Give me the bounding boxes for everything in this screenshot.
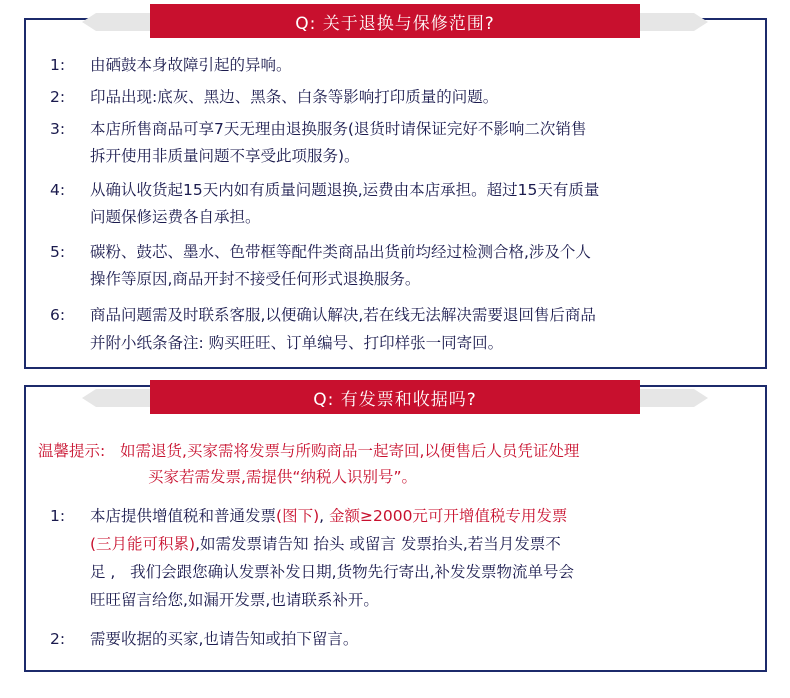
return-policy-banner [150,4,640,38]
item-text: 从确认收货起15天内如有质量问题退换,运费由本店承担。超过15天有质量 [90,181,600,199]
item-number: 1: [50,56,66,74]
item-text: 印品出现:底灰、黑边、黑条、白条等影响打印质量的问题。 [90,88,499,106]
text-part: ,如需发票请告知 抬头 或留言 发票抬头,若当月发票不 [195,535,561,553]
text-part-red: (三月能可积累) [90,535,196,553]
item-text: 拆开使用非质量问题不享受此项服务)。 [90,147,360,165]
tip-line-2 [148,464,417,491]
text-part: 本店提供增值税和普通发票 [90,507,277,525]
invoice-title: Q: 有发票和收据吗? [313,389,477,410]
item-text: 由硒鼓本身故障引起的异响。 [90,56,292,74]
item-number: 1: [50,507,66,525]
invoice-banner [150,380,640,414]
item-text: 旺旺留言给您,如漏开发票,也请联系补开。 [90,591,379,609]
item-text: 商品问题需及时联系客服,以便确认解决,若在线无法解决需要退回售后商品 [90,306,596,324]
return-policy-title: Q: 关于退换与保修范围? [295,13,495,34]
item-number: 4: [50,181,66,199]
item-number: 3: [50,120,66,138]
text-part-red: (图下) [276,507,320,525]
item-text: 问题保修运费各自承担。 [90,208,261,226]
tip-text: 如需退货,买家需将发票与所购商品一起寄回,以便售后人员凭证处理 [120,442,580,460]
item-text [90,503,762,530]
tip-line-1 [38,438,778,465]
banner-right-tab [640,13,694,31]
item-text: 操作等原因,商品开封不接受任何形式退换服务。 [90,270,421,288]
item-text: 足 , 我们会跟您确认发票补发日期,货物先行寄出,补发发票物流单号会 [90,563,574,581]
item-text [90,531,762,558]
text-part-red: 金额≥2000元可开增值税专用发票 [329,507,568,525]
banner-left-tab [96,13,150,31]
item-text: 需要收据的买家,也请告知或拍下留言。 [90,630,359,648]
banner-left-tab [96,389,150,407]
item-text: 并附小纸条备注: 购买旺旺、订单编号、打印样张一同寄回。 [90,334,504,352]
item-text: 碳粉、鼓芯、墨水、色带框等配件类商品出货前均经过检测合格,涉及个人 [90,243,591,261]
text-part: , [319,507,325,525]
item-number: 2: [50,88,66,106]
item-number: 5: [50,243,66,261]
item-number: 2: [50,630,66,648]
item-number: 6: [50,306,66,324]
item-text: 本店所售商品可享7天无理由退换服务(退货时请保证完好不影响二次销售 [90,120,587,138]
banner-right-tab [640,389,694,407]
tip-label: 温馨提示: [38,442,106,460]
tip-text: 买家若需发票,需提供“纳税人识别号”。 [148,468,417,486]
